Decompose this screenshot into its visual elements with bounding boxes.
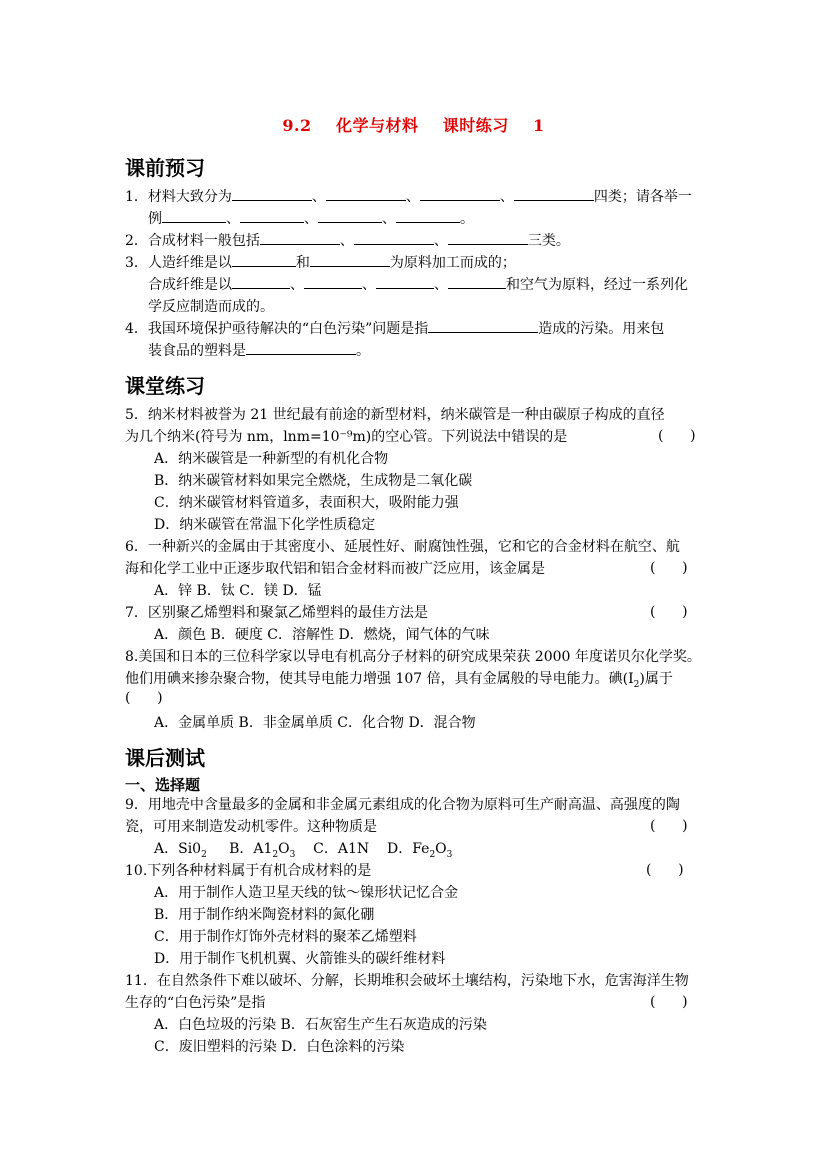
q1-line1: 1．材料大致分为 、 、 、 四类；请各举一: [125, 186, 715, 208]
q11-line1: 11．在自然条件下难以破坏、分解，长期堆积会破坏土壤结构，污染地下水，危害海洋生物: [125, 973, 689, 989]
q9-line1: 9．用地壳中含量最多的金属和非金属元素组成的化合物为原料可生产耐高温、高强度的陶: [125, 797, 680, 813]
blank[interactable]: [310, 252, 390, 267]
q8-line1: 8.美国和日本的三位科学家以导电有机高分子材料的研究成果荣获 2000 年度诺贝尔化学奖。: [125, 649, 701, 665]
blank[interactable]: [232, 274, 290, 289]
blank[interactable]: [354, 230, 434, 245]
answer-paren[interactable]: ( ): [650, 818, 688, 834]
blank[interactable]: [396, 208, 460, 223]
q5-option-b: B．纳米碳管材料如果完全燃烧，生成物是二氧化碳: [154, 473, 473, 489]
q7-options: A．颜色 B．硬度 C．溶解性 D．燃烧，闻气体的气味: [154, 627, 490, 643]
blank[interactable]: [376, 274, 434, 289]
blank[interactable]: [246, 340, 356, 355]
q5-line2: 为几个纳米(符号为 nm，lnm=10⁻⁹m)的空心管。下列说法中错误的是: [125, 429, 568, 445]
choice-subheading: 一、选择题: [125, 776, 201, 794]
q9-line2: 瓷，可用来制造发动机零件。这种物质是: [125, 819, 377, 835]
q10-line1: 10.下列各种材料属于有机合成材料的是: [125, 863, 372, 879]
q5-option-c: C．纳米碳管材料管道多，表面积大，吸附能力强: [154, 495, 459, 511]
q11-options-row2: C．废旧塑料的污染 D．白色涂料的污染: [154, 1039, 405, 1055]
q10-option-d: D．用于制作飞机机翼、火箭锥头的碳纤维材料: [154, 951, 446, 967]
section-preview-heading: 课前预习: [125, 156, 205, 180]
blank[interactable]: [318, 208, 382, 223]
blank[interactable]: [304, 274, 362, 289]
q3-line3: 学反应制造而成的。: [148, 299, 274, 315]
blank[interactable]: [326, 186, 406, 201]
q4-line1: 4．我国环境保护亟待解决的“白色污染”问题是指 造成的污染。用来包: [125, 318, 715, 340]
blank[interactable]: [420, 186, 500, 201]
answer-paren[interactable]: ( ): [646, 862, 684, 878]
q5-option-a: A．纳米碳管是一种新型的有机化合物: [154, 451, 389, 467]
blank[interactable]: [240, 208, 304, 223]
blank[interactable]: [232, 186, 312, 201]
section-posttest-heading: 课后测试: [125, 746, 205, 770]
q9-options: A．$Si0_2$ B．$A1_2O_3$ C．A1N D．$Fe_2O_3$: [154, 841, 453, 860]
blank[interactable]: [514, 186, 594, 201]
blank[interactable]: [232, 252, 296, 267]
q3-line1: 3．人造纤维是以 和 为原料加工而成的；: [125, 252, 715, 274]
q2-line: 2．合成材料一般包括 、 、 三类。: [125, 230, 715, 252]
q6-line1: 6．一种新兴的金属由于其密度小、延展性好、耐腐蚀性强，它和它的合金材料在航空、航: [125, 539, 680, 555]
q10-option-c: C．用于制作灯饰外壳材料的聚苯乙烯塑料: [154, 929, 417, 945]
blank[interactable]: [448, 230, 528, 245]
page-title: 9.2 化学与材料 课时练习 1: [282, 116, 545, 135]
q10-option-b: B．用于制作纳米陶瓷材料的氮化硼: [154, 907, 375, 923]
answer-paren[interactable]: ( ): [650, 994, 688, 1010]
blank[interactable]: [162, 208, 226, 223]
q6-line2: 海和化学工业中正逐步取代铝和铝合金材料而被广泛应用，该金属是: [125, 561, 545, 577]
q7-line1: 7．区别聚乙烯塑料和聚氯乙烯塑料的最佳方法是: [125, 605, 428, 621]
q4-line2: 装食品的塑料是 。: [148, 340, 738, 362]
q8-options: A．金属单质 B．非金属单质 C．化合物 D．混合物: [154, 715, 476, 731]
blank[interactable]: [428, 318, 538, 333]
q11-line2: 生存的“白色污染”是指: [125, 995, 266, 1011]
answer-paren[interactable]: ( ): [125, 690, 163, 706]
q5-line1: 5．纳米材料被誉为 21 世纪最有前途的新型材料，纳米碳管是一种由碳原子构成的直径: [125, 407, 665, 423]
q6-options: A．锌 B．钛 C．镁 D．锰: [154, 583, 322, 599]
q10-option-a: A．用于制作人造卫星天线的钛～镍形状记忆合金: [154, 885, 459, 901]
blank[interactable]: [260, 230, 340, 245]
q5-option-d: D．纳米碳管在常温下化学性质稳定: [154, 517, 376, 533]
answer-paren[interactable]: ( ): [650, 560, 688, 576]
q8-line2: 他们用碘来掺杂聚合物，使其导电能力增强 107 倍，具有金属般的导电能力。碘$(I_2)$属于: [125, 671, 673, 690]
q1-line2: 例 、 、 、 。: [148, 208, 738, 230]
section-classwork-heading: 课堂练习: [125, 374, 205, 398]
answer-paren[interactable]: ( ): [650, 604, 688, 620]
answer-paren[interactable]: ( ): [658, 428, 696, 444]
q3-line2: 合成纤维是以 、 、 、 和空气为原料，经过一系列化: [148, 274, 738, 296]
q11-options-row1: A．白色垃圾的污染 B．石灰窑生产生石灰造成的污染: [154, 1017, 487, 1033]
blank[interactable]: [448, 274, 506, 289]
